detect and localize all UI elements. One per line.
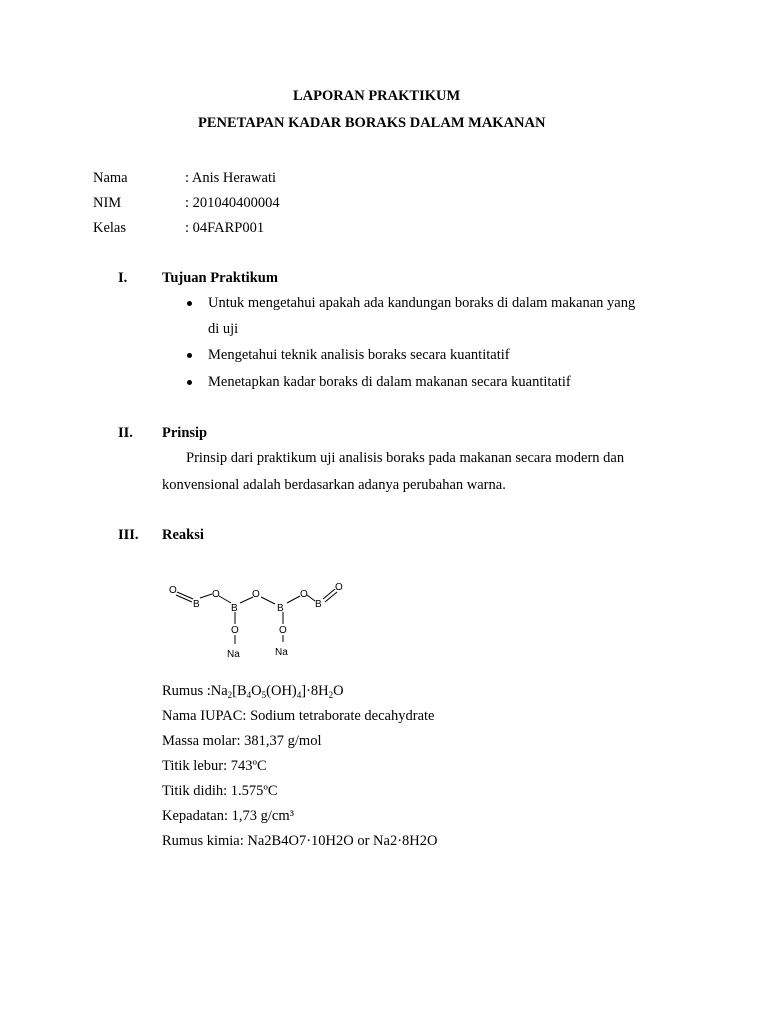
name-value: : Anis Herawati: [185, 170, 277, 186]
atom-o: O: [279, 625, 287, 636]
principle-line-1: Prinsip dari praktikum uji analisis boraks pada makanan secara modern dan: [186, 450, 625, 466]
section-2-heading: Prinsip: [162, 425, 208, 441]
principle-line-2: konvensional adalah berdasarkan adanya perubahan warna.: [162, 477, 506, 493]
atom-b: B: [231, 603, 238, 614]
formula-subscript: 2: [328, 690, 334, 700]
formula-open: [B: [232, 683, 247, 699]
class-label: Kelas: [93, 220, 127, 236]
formula-subscript: 4: [246, 690, 252, 700]
section-2-numeral: II.: [118, 425, 133, 441]
objective-2: Mengetahui teknik analisis boraks secara kuantitatif: [208, 347, 510, 363]
property-density: Kepadatan: 1,73 g/cm³: [162, 808, 294, 824]
section-3-numeral: III.: [118, 527, 139, 543]
bullet-icon: [187, 380, 192, 385]
objective-1: Untuk mengetahui apakah ada kandungan boraks di dalam makanan yang: [208, 295, 636, 311]
formula-close: ]·8H: [301, 683, 329, 699]
borax-structure-diagram: [165, 578, 355, 663]
formula-o: O: [251, 683, 262, 699]
nim-label: NIM: [93, 195, 122, 211]
atom-na: Na: [227, 649, 240, 660]
atom-o: O: [300, 589, 308, 600]
atom-o: O: [169, 585, 177, 596]
atom-b: B: [193, 599, 200, 610]
formula-subscript: 2: [227, 690, 233, 700]
formula-subscript: 5: [261, 690, 267, 700]
property-melting-point: Titik lebur: 743ºC: [162, 758, 267, 774]
property-chemical-formula: Rumus kimia: Na2B4O7·10H2O or Na2·8H2O: [162, 833, 438, 849]
name-label: Nama: [93, 170, 128, 186]
section-3-heading: Reaksi: [162, 527, 204, 543]
formula-oh: (OH): [266, 683, 297, 699]
formula-na: Na: [210, 683, 228, 699]
section-1-numeral: I.: [118, 270, 128, 286]
report-subtitle: PENETAPAN KADAR BORAKS DALAM MAKANAN: [198, 115, 546, 131]
atom-b: B: [315, 599, 322, 610]
property-molar-mass: Massa molar: 381,37 g/mol: [162, 733, 322, 749]
objective-3: Menetapkan kadar boraks di dalam makanan secara kuantitatif: [208, 374, 571, 390]
atom-o: O: [252, 589, 260, 600]
atom-na: Na: [275, 647, 288, 658]
class-value: : 04FARP001: [185, 220, 265, 236]
atom-o: O: [212, 589, 220, 600]
bullet-icon: [187, 353, 192, 358]
formula-end: O: [333, 683, 344, 699]
bullet-icon: [187, 301, 192, 306]
section-1-heading: Tujuan Praktikum: [162, 270, 278, 286]
atom-o: O: [335, 582, 343, 593]
atom-o: O: [231, 625, 239, 636]
formula-subscript: 4: [296, 690, 302, 700]
formula-line: [162, 684, 344, 699]
formula-prefix: Rumus :: [162, 683, 211, 699]
property-boiling-point: Titik didih: 1.575ºC: [162, 783, 278, 799]
atom-b: B: [277, 603, 284, 614]
objective-1-continuation: di uji: [208, 321, 239, 337]
nim-value: : 201040400004: [185, 195, 280, 211]
report-title: LAPORAN PRAKTIKUM: [293, 88, 461, 104]
property-iupac-name: Nama IUPAC: Sodium tetraborate decahydrate: [162, 708, 435, 724]
